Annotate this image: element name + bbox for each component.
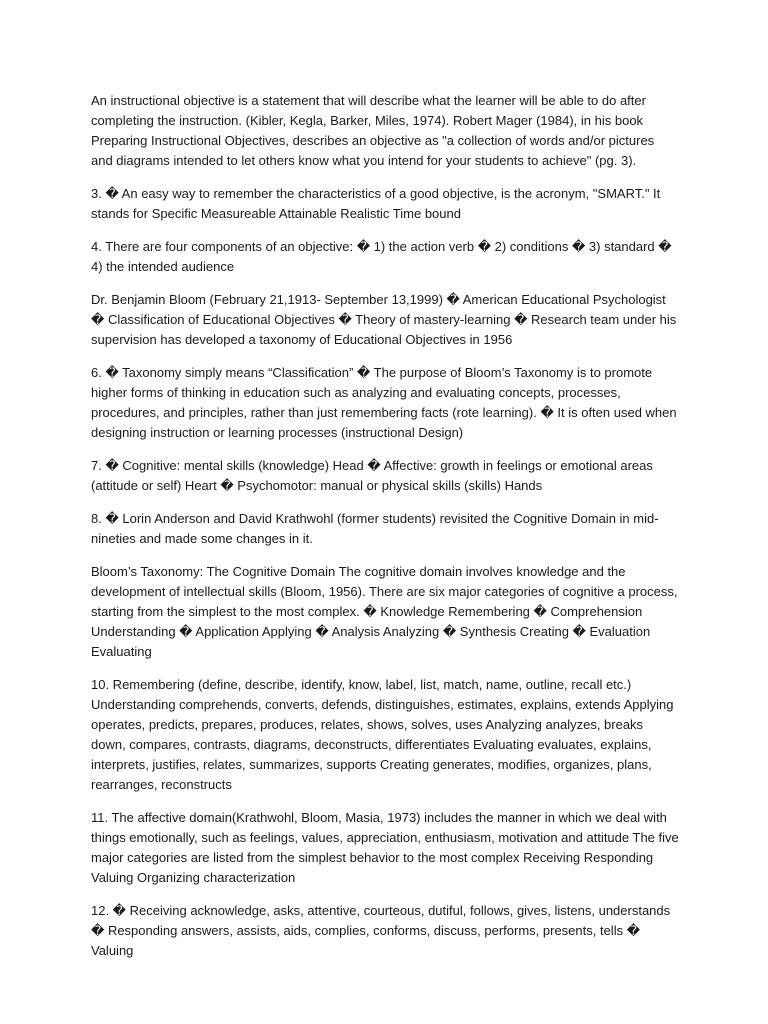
paragraph-taxonomy-meaning: 6. � Taxonomy simply means “Classification” � The purpose of Bloom’s Taxonomy is to promote higher forms of thinking in education such as analyzing and evaluating concepts, processes, procedures, and principles, rather than just remembering facts (rote learning). � It is often used when designing instruction or learning processes (instructional Design): [91, 365, 677, 440]
paragraph-objective-components: 4. There are four components of an objective: � 1) the action verb � 2) conditions � 3) standard � 4) the intended audience: [91, 239, 672, 274]
paragraph-cognitive-domain: Bloom’s Taxonomy: The Cognitive Domain The cognitive domain involves knowledge and the development of intellectual skills (Bloom, 1956). There are six major categories of cognitive a process, starting from the simplest to the most complex. � Knowledge Remembering � Comprehension Understanding � Application Applying � Analysis Analyzing � Synthesis Creating � Evaluation Evaluating: [91, 564, 678, 659]
paragraph-benjamin-bloom: Dr. Benjamin Bloom (February 21,1913- September 13,1999) � American Educational Psychologist � Classification of Educational Objectives � Theory of mastery-learning � Research team under his supervision has developed a taxonomy of Educational Objectives in 1956: [91, 292, 677, 347]
paragraph-affective-verbs: 12. � Receiving acknowledge, asks, attentive, courteous, dutiful, follows, gives, listens, understands � Responding answers, assists, aids, complies, conforms, discuss, performs, presents, tells � Valuing: [91, 903, 671, 958]
document-page: [91, 91, 679, 974]
paragraph-three-domains: 7. � Cognitive: mental skills (knowledge) Head � Affective: growth in feelings or emotional areas (attitude or self) Heart � Psychomotor: manual or physical skills (skills) Hands: [91, 458, 653, 493]
paragraph-anderson-krathwohl: 8. � Lorin Anderson and David Krathwohl (former students) revisited the Cognitive Domain in mid-nineties and made some changes in it.: [91, 511, 659, 546]
paragraph-affective-domain: 11. The affective domain(Krathwohl, Bloom, Masia, 1973) includes the manner in which we deal with things emotionally, such as feelings, values, appreciation, enthusiasm, motivation and attitude The five major categories are listed from the simplest behavior to the most complex Receiving Responding Valuing Organizing characterization: [91, 810, 679, 885]
paragraph-instructional-objective: An instructional objective is a statement that will describe what the learner will be able to do after completing the instruction. (Kibler, Kegla, Barker, Miles, 1974). Robert Mager (1984), in his book Preparing Instructional Objectives, describes an objective as "a collection of words and/or pictures and diagrams intended to let others know what you intend for your students to achieve" (pg. 3).: [91, 93, 655, 168]
paragraph-smart-acronym: 3. � An easy way to remember the characteristics of a good objective, is the acronym, "SMART." It stands for Specific Measureable Attainable Realistic Time bound: [91, 186, 661, 221]
paragraph-cognitive-verbs: 10. Remembering (define, describe, identify, know, label, list, match, name, outline, recall etc.) Understanding comprehends, converts, defends, distinguishes, estimates, explains, extends Applying operates, predicts, prepares, produces, relates, shows, solves, uses Analyzing analyzes, breaks down, compares, contrasts, diagrams, deconstructs, differentiates Evaluating evaluates, explains, interprets, justifies, relates, summarizes, supports Creating generates, modifies, organizes, plans, rearranges, reconstructs: [91, 677, 674, 792]
